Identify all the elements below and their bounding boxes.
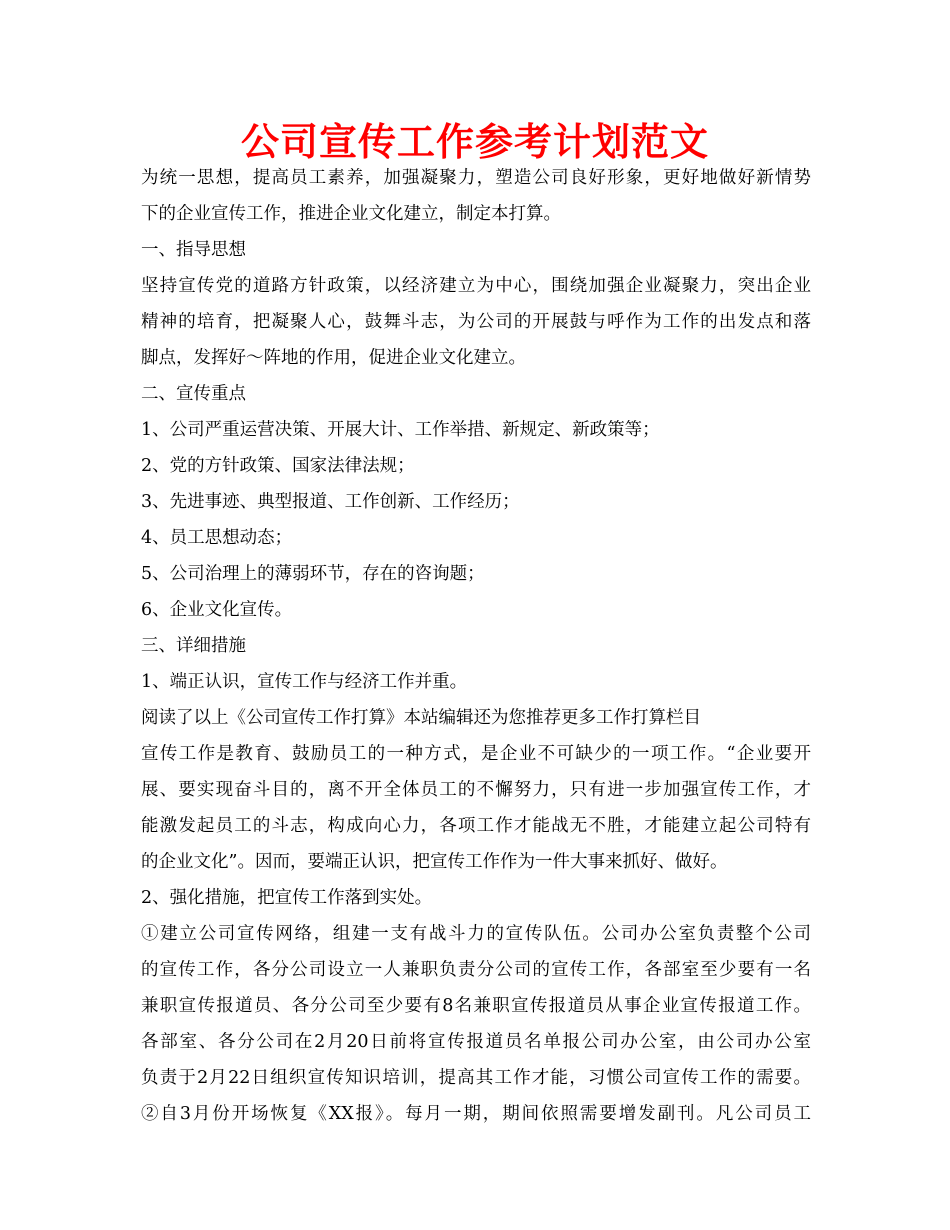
paragraph-line: 阅读了以上《公司宣传工作打算》本站编辑还为您推荐更多工作打算栏目: [141, 708, 701, 728]
paragraph-line: 1、公司严重运营决策、开展大计、工作举措、新规定、新政策等；: [141, 420, 660, 440]
paragraph-line: 5、公司治理上的薄弱环节，存在的咨询题；: [141, 564, 485, 584]
paragraph-line: 2、党的方针政策、国家法律法规；: [141, 456, 415, 476]
paragraph-line: 兼职宣传报道员、各分公司至少要有8名兼职宣传报道员从事企业宣传报道工作。: [141, 996, 811, 1016]
paragraph-line: 精神的培育，把凝聚人心，鼓舞斗志，为公司的开展鼓与呼作为工作的出发点和落: [141, 312, 811, 332]
paragraph-line: ②自3月份开场恢复《XX报》。每月一期，期间依照需要增发副刊。凡公司员工: [141, 1104, 811, 1124]
paragraph-line: 负责于2月22日组织宣传知识培训，提高其工作才能，习惯公司宣传工作的需要。: [141, 1068, 811, 1088]
paragraph-line: 一、指导思想: [141, 240, 246, 260]
paragraph-line: 2、强化措施，把宣传工作落到实处。: [141, 888, 433, 908]
paragraph-line: 1、端正认识，宣传工作与经济工作并重。: [141, 672, 468, 692]
document-title: 公司宣传工作参考计划范文: [240, 120, 709, 164]
paragraph-line: 的宣传工作，各分公司设立一人兼职负责分公司的宣传工作，各部室至少要有一名: [141, 960, 811, 980]
paragraph-line: 脚点，发挥好～阵地的作用，促进企业文化建立。: [141, 348, 526, 368]
paragraph-line: 各部室、各分公司在2月20日前将宣传报道员名单报公司办公室，由公司办公室: [141, 1032, 811, 1052]
paragraph-line: 6、企业文化宣传。: [141, 600, 293, 620]
paragraph-line: 展、要实现奋斗目的，离不开全体员工的不懈努力，只有进一步加强宣传工作，才: [141, 780, 811, 800]
paragraph-line: 二、宣传重点: [141, 384, 246, 404]
paragraph-line: 3、先进事迹、典型报道、工作创新、工作经历；: [141, 492, 520, 512]
document-body: [141, 160, 811, 1132]
paragraph-line: 4、员工思想动态；: [141, 528, 293, 548]
paragraph-line: 的企业文化”。因而，要端正认识，把宣传工作作为一件大事来抓好、做好。: [141, 852, 728, 872]
paragraph-line: ①建立公司宣传网络，组建一支有战斗力的宣传队伍。公司办公室负责整个公司: [141, 924, 811, 944]
paragraph-line: 能激发起员工的斗志，构成向心力，各项工作才能战无不胜，才能建立起公司特有: [141, 816, 811, 836]
paragraph-line: 为统一思想，提高员工素养，加强凝聚力，塑造公司良好形象，更好地做好新情势: [141, 168, 811, 188]
paragraph-line: 坚持宣传党的道路方针政策，以经济建立为中心，围绕加强企业凝聚力，突出企业: [141, 276, 811, 296]
paragraph-line: 宣传工作是教育、鼓励员工的一种方式，是企业不可缺少的一项工作。“企业要开: [141, 744, 811, 764]
paragraph-line: 三、详细措施: [141, 636, 246, 656]
paragraph-line: 下的企业宣传工作，推进企业文化建立，制定本打算。: [141, 204, 561, 224]
